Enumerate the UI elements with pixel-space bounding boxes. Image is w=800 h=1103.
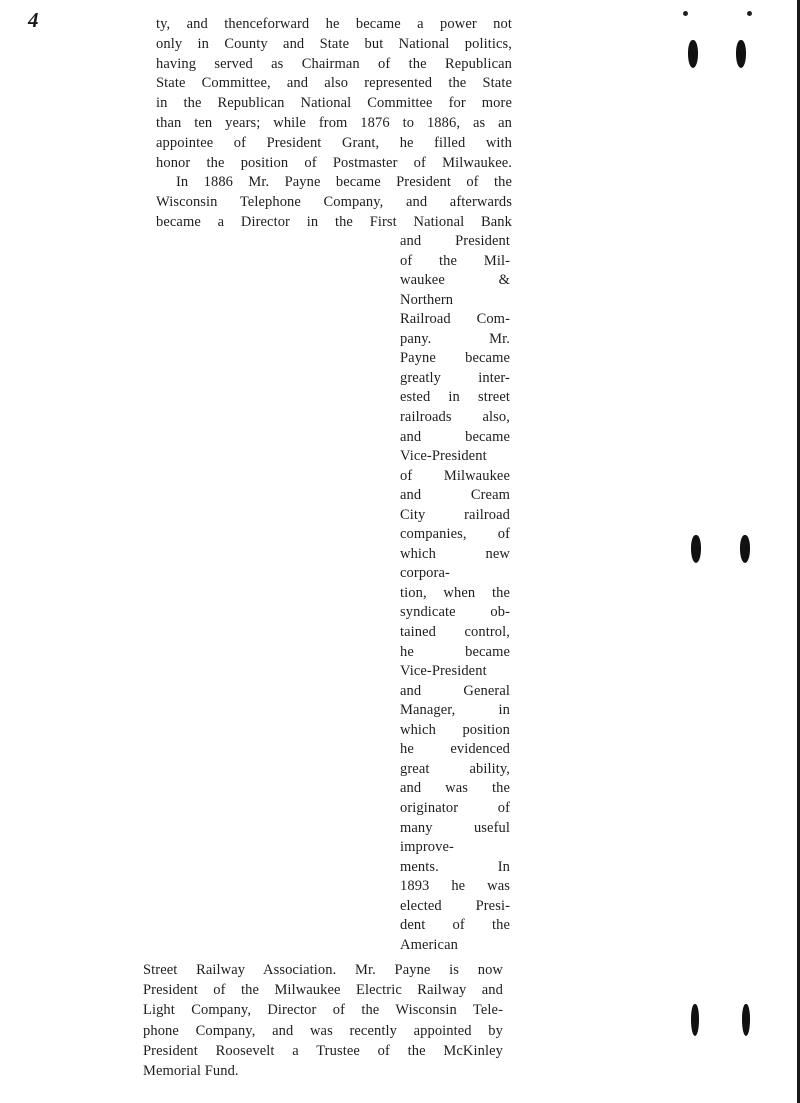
text-line: he became [400, 643, 510, 660]
text-line: Street Railway Association. Mr. Payne is now [143, 962, 503, 978]
text-line: tained control, [400, 624, 510, 640]
text-line: State Committee, and also represented the State [156, 75, 512, 92]
text-line: Wisconsin Telephone Company, and afterwards [156, 194, 512, 211]
text-line: Northern [400, 291, 454, 308]
text-line: Memorial Fund. [143, 1063, 239, 1079]
text-line: which position [400, 721, 510, 738]
binding-hole [688, 40, 698, 68]
text-line: ments. In [400, 858, 510, 875]
text-line: corpora- [400, 565, 450, 582]
binding-hole [736, 40, 746, 68]
text-line: he evidenced [400, 741, 510, 758]
text-line: pany. Mr. [400, 330, 510, 347]
text-line: railroads also, [400, 408, 510, 425]
text-line: in the Republican National Committee for more [156, 95, 512, 112]
text-line: ested in street [400, 389, 510, 406]
text-line: Vice-President [400, 448, 487, 465]
text-line: waukee & [400, 272, 510, 289]
text-line: honor the position of Postmaster of Milwaukee. [156, 154, 512, 171]
text-line: City railroad [400, 506, 510, 523]
text-line: than ten years; while from 1876 to 1886, as an [156, 115, 512, 131]
text-line: only in County and State but National politics, [156, 35, 512, 52]
speck [683, 11, 688, 16]
page-number: 4 [28, 8, 39, 32]
text-line: Vice-President [400, 663, 487, 680]
text-line: ty, and thenceforward he became a power not [156, 16, 512, 32]
text-line: which new [400, 545, 510, 562]
text-line: of Milwaukee [400, 467, 510, 484]
text-line: and was the [400, 780, 510, 797]
text-line: Light Company, Director of the Wisconsin Tele- [143, 1002, 503, 1019]
text-line: phone Company, and was recently appointed by [143, 1022, 503, 1039]
text-line: became a Director in the First National Bank [156, 214, 512, 230]
text-line: of the Mil- [400, 252, 510, 269]
text-line: American [400, 936, 458, 953]
binding-hole [691, 1004, 699, 1036]
text-line: Manager, in [400, 702, 510, 719]
text-line: great ability, [400, 760, 510, 777]
text-line: and General [400, 682, 510, 699]
text-line: and became [400, 428, 510, 445]
text-line: many useful [400, 819, 510, 836]
binding-hole [691, 535, 701, 563]
text-line: Payne became [400, 350, 510, 367]
text-line: having served as Chairman of the Republican [156, 55, 512, 72]
text-line: In 1886 Mr. Payne became President of the [176, 174, 512, 191]
speck [747, 11, 752, 16]
text-line: President of the Milwaukee Electric Railway and [143, 982, 503, 999]
text-line: companies, of [400, 526, 510, 543]
text-line: Railroad Com- [400, 311, 510, 328]
text-line: dent of the [400, 917, 510, 934]
text-line: greatly inter- [400, 369, 510, 386]
text-line: originator of [400, 799, 510, 816]
text-line: and President [400, 233, 510, 249]
binding-hole [740, 535, 750, 563]
text-line: improve- [400, 839, 454, 856]
text-line: tion, when the [400, 584, 510, 601]
text-line: appointee of President Grant, he filled with [156, 134, 512, 151]
text-line: 1893 he was [400, 878, 510, 895]
text-line: elected Presi- [400, 897, 510, 914]
binding-hole [742, 1004, 750, 1036]
text-line: President Roosevelt a Trustee of the McKinley [143, 1042, 503, 1059]
text-line: and Cream [400, 487, 510, 504]
text-line: syndicate ob- [400, 604, 510, 621]
